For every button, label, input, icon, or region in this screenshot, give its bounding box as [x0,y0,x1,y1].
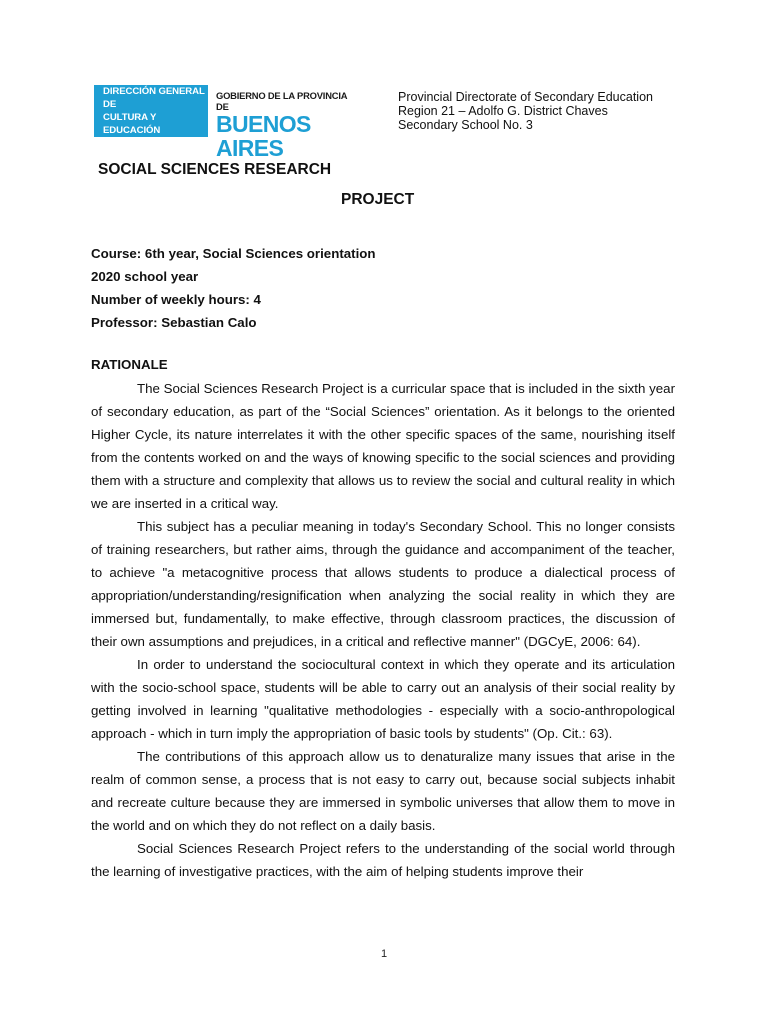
paragraph: In order to understand the sociocultural context in which they operate and its articulation with the socio-school space, students will be able to carry out an analysis of their social reality by getting involved in learning "qualitative methodologies - especially with a socio-anthropological approach - which in turn imply the appropriation of basic tools by students" (Op. Cit.: 63). [91,657,675,741]
header-line-2: Region 21 – Adolfo G. District Chaves [398,104,608,118]
section-heading: RATIONALE [91,357,168,372]
professor-line: Professor: Sebastian Calo [91,315,257,330]
institution-header [398,90,653,132]
dgce-logo-line1: DIRECCIÓN GENERAL DE [103,86,205,110]
header-line-3: Secondary School No. 3 [398,118,533,132]
dgce-logo [94,85,208,137]
buenos-aires-logo [216,90,356,160]
dgce-logo-line2: CULTURA Y EDUCACIÓN [103,112,161,136]
weekly-hours-line: Number of weekly hours: 4 [91,292,261,307]
course-line: Course: 6th year, Social Sciences orientation [91,246,376,261]
paragraph: The contributions of this approach allow us to denaturalize many issues that arise in the realm of common sense, a process that is not easy to carry out, because social subjects inhabit and recreate culture because they are immersed in symbolic universes that allow them to move in the world and on which they do not reflect on a daily basis. [91,749,675,833]
paragraph: The Social Sciences Research Project is a curricular space that is included in the sixth year of secondary education, as part of the “Social Sciences” orientation. As it belongs to the oriented Higher Cycle, its nature interrelates it with the other specific spaces of the same, nourishing itself from the contents worked on and the ways of knowing specific to the social sciences and providing them with a structure and complexity that allows us to review the social and cultural reality in which we are inserted in a critical way. [91,381,675,511]
document-title-line-2: PROJECT [341,191,415,208]
paragraph: This subject has a peculiar meaning in today's Secondary School. This no longer consists of training researchers, but rather aims, through the guidance and accompaniment of the teacher, to achieve "a metacognitive process that allows students to produce a dialectical process of appropriation/understanding/resignification when analyzing the social reality in which they are immersed but, fundamentally, to make effective, through classroom practices, the discussion of their own assumptions and prejudices, in a critical and reflective manner" (DGCyE, 2006: 64). [91,519,675,649]
gov-logo-big-text: BUENOS AIRES [216,111,311,161]
page-number: 1 [380,948,388,960]
course-info [91,242,376,334]
school-year-line: 2020 school year [91,269,199,284]
rationale-body [91,377,675,883]
gov-logo-small-text: GOBIERNO DE LA PROVINCIA DE [216,90,347,112]
document-title-line-1: SOCIAL SCIENCES RESEARCH [98,161,332,178]
paragraph: Social Sciences Research Project refers to the understanding of the social world through the learning of investigative practices, with the aim of helping students improve their [91,841,675,879]
header-line-1: Provincial Directorate of Secondary Education [398,90,653,104]
